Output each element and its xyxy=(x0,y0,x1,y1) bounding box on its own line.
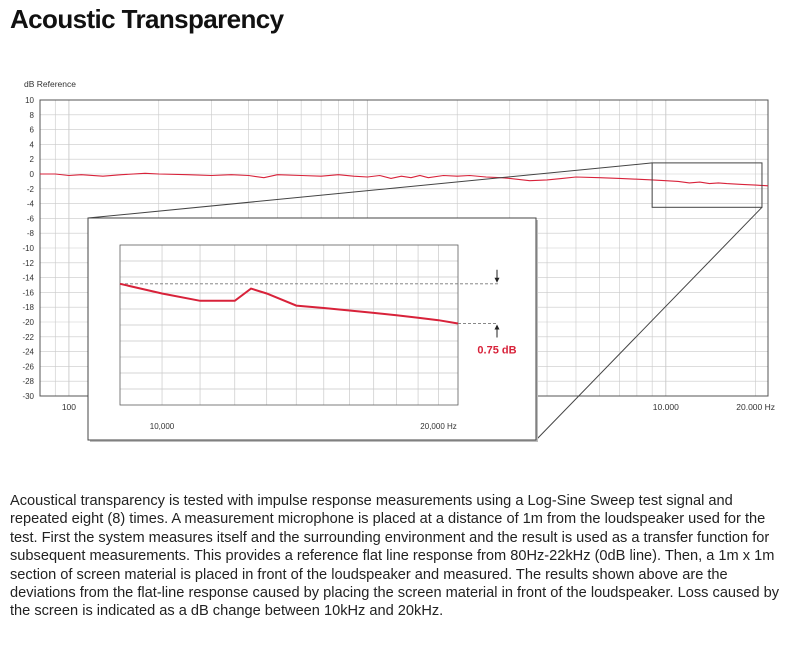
y-tick-label: -6 xyxy=(26,214,34,224)
inset-x-tick-label: 20,000 Hz xyxy=(420,422,457,431)
connector-line xyxy=(536,207,762,440)
inset-x-tick-label: 10,000 xyxy=(149,422,175,431)
x-tick-label: 10.000 xyxy=(652,402,679,412)
page-title: Acoustic Transparency xyxy=(10,4,284,34)
y-tick-label: -8 xyxy=(26,229,34,239)
y-axis-label: dB Reference xyxy=(24,79,76,89)
y-tick-label: -18 xyxy=(22,303,34,313)
y-tick-label: -16 xyxy=(22,288,34,298)
y-tick-label: -20 xyxy=(22,318,34,327)
loss-annotation: 0.75 dB xyxy=(477,344,517,357)
y-tick-label: -2 xyxy=(26,184,34,194)
y-tick-label: 6 xyxy=(29,125,34,135)
y-tick-label: -22 xyxy=(22,332,34,342)
y-tick-label: -14 xyxy=(22,273,34,283)
y-tick-label: -4 xyxy=(26,199,34,209)
y-tick-label: -10 xyxy=(22,244,34,253)
y-tick-label: -12 xyxy=(22,258,34,268)
connector-line xyxy=(88,163,652,218)
y-tick-label: 2 xyxy=(29,155,34,165)
y-tick-label: 8 xyxy=(29,110,34,120)
main-series-group xyxy=(40,173,768,186)
y-tick-label: 0 xyxy=(29,170,34,179)
acoustic-chart xyxy=(0,70,800,450)
x-tick-label: 20.000 Hz xyxy=(736,402,776,412)
y-tick-label: -28 xyxy=(22,377,34,387)
y-tick-label: -30 xyxy=(22,392,34,401)
inset-chart xyxy=(88,218,538,442)
y-tick-label: -26 xyxy=(22,362,34,372)
response-curve xyxy=(40,173,768,186)
description-paragraph: Acoustical transparency is tested with impulse response measurements using a Log-Sine Sweep test signal and repeated eight (8) times. A measurement microphone is placed at a distance of 1m from the loudspeaker used for the test. First the system measures itself and the surrounding environment and the result is used as a transfer function for subsequent measurements. This provides a reference flat line response from 80Hz-22kHz (0dB line). Then, a 1m x 1m section of screen material is placed in front of the loudspeaker and measured. The results shown above are the deviations from the flat-line response caused by placing the screen material in front of the loudspeaker. Loss caused by the screen is indicated as a dB change between 10kHz and 20kHz. xyxy=(10,493,780,620)
y-tick-label: -24 xyxy=(22,347,34,357)
x-tick-label: 100 xyxy=(61,402,77,412)
y-tick-label: 4 xyxy=(29,140,34,150)
inset-panel xyxy=(88,218,536,440)
y-tick-labels xyxy=(22,96,34,401)
y-tick-label: 10 xyxy=(25,96,34,105)
